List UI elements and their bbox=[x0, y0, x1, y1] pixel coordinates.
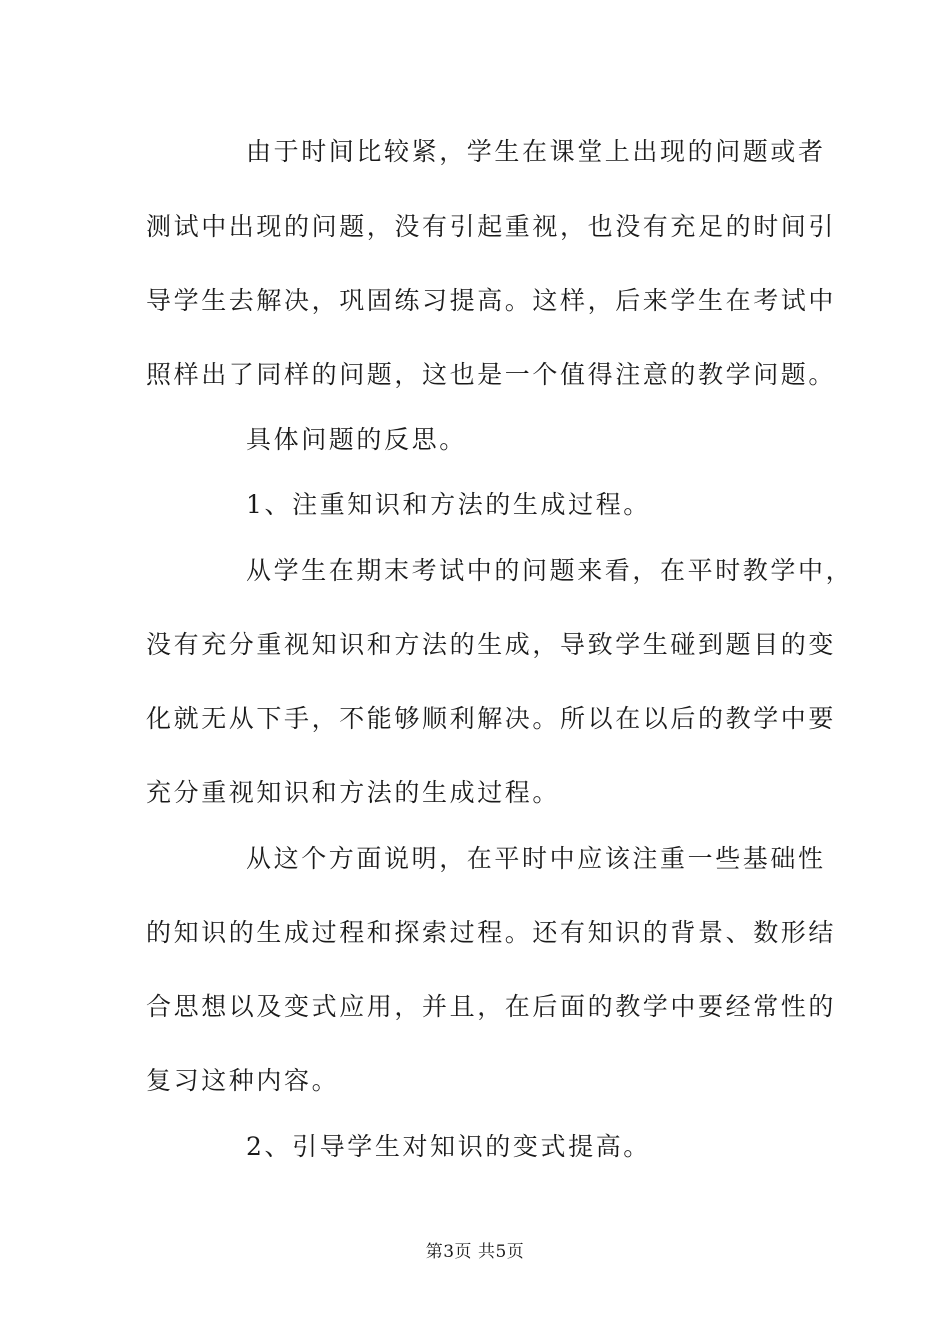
paragraph-line-1: 由于时间比较紧，学生在课堂上出现的问题或者 bbox=[246, 137, 826, 166]
paragraph-line-5: 从学生在期末考试中的问题来看，在平时教学中， bbox=[246, 556, 854, 585]
paragraph-line-4: 照样出了同样的问题，这也是一个值得注意的教学问题。 bbox=[146, 360, 837, 389]
page-footer: 第3页 共5页 bbox=[425, 1242, 525, 1262]
paragraph-line-12: 复习这种内容。 bbox=[146, 1066, 340, 1095]
paragraph-line-3: 导学生去解决，巩固练习提高。这样，后来学生在考试中 bbox=[146, 286, 837, 315]
paragraph-line-2: 测试中出现的问题，没有引起重视，也没有充足的时间引 bbox=[146, 212, 837, 241]
numbered-heading-2: 2、引导学生对知识的变式提高。 bbox=[246, 1132, 651, 1161]
paragraph-line-11: 合思想以及变式应用，并且，在后面的教学中要经常性的 bbox=[146, 992, 837, 1021]
paragraph-line-8: 充分重视知识和方法的生成过程。 bbox=[146, 778, 561, 807]
paragraph-line-6: 没有充分重视知识和方法的生成，导致学生碰到题目的变 bbox=[146, 630, 837, 659]
numbered-heading-1: 1、注重知识和方法的生成过程。 bbox=[246, 490, 651, 519]
paragraph-line-7: 化就无从下手，不能够顺利解决。所以在以后的教学中要 bbox=[146, 704, 837, 733]
paragraph-line-10: 的知识的生成过程和探索过程。还有知识的背景、数形结 bbox=[146, 918, 837, 947]
paragraph-line-9: 从这个方面说明，在平时中应该注重一些基础性 bbox=[246, 844, 826, 873]
section-heading-reflection: 具体问题的反思。 bbox=[246, 425, 467, 454]
